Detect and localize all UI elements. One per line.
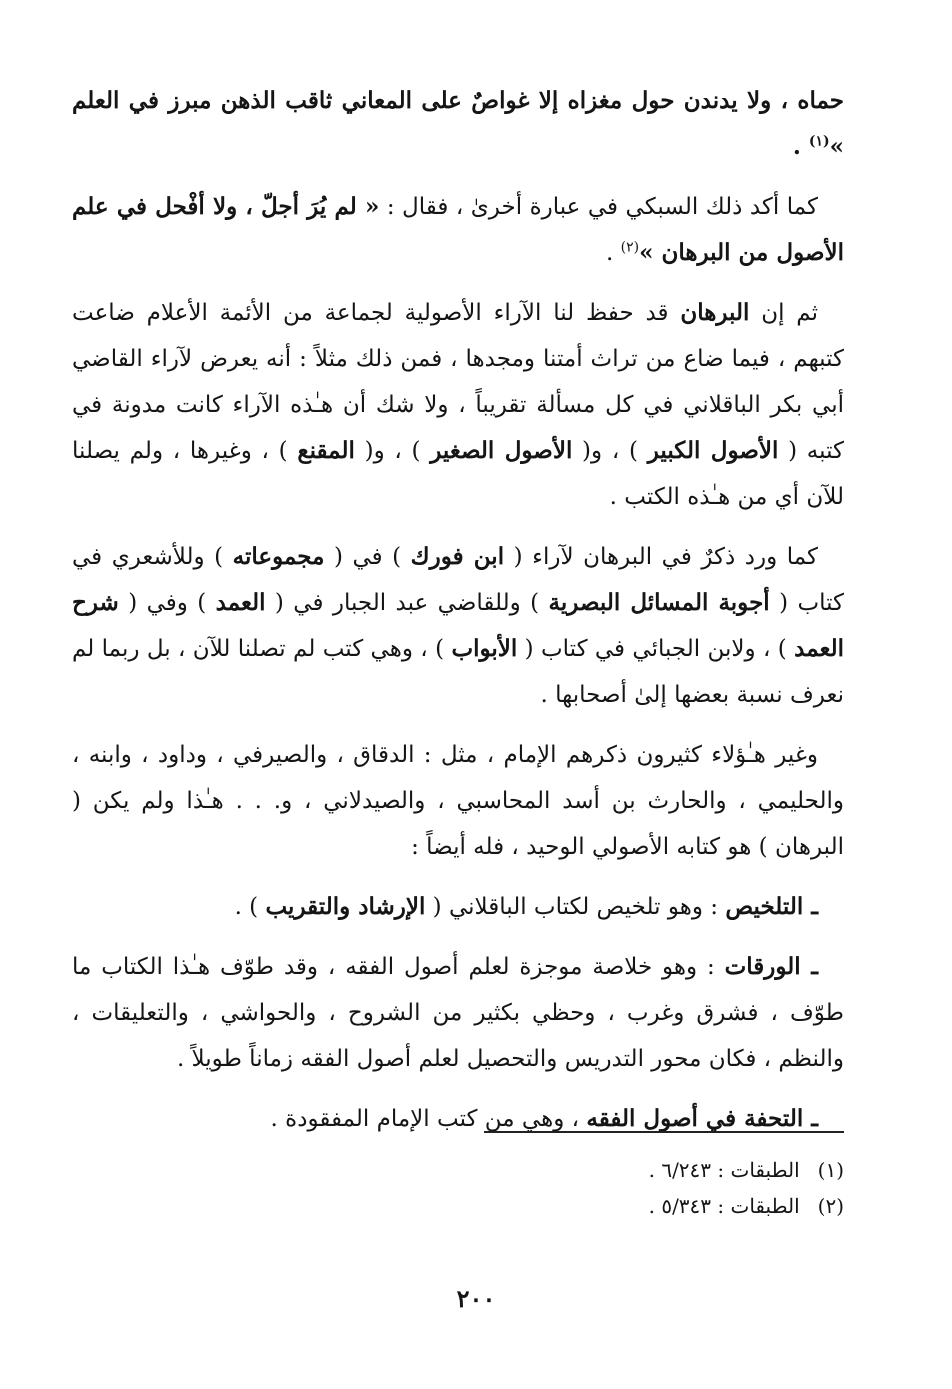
footnote-1-text: الطبقات : ٦/٢٤٣ . bbox=[648, 1158, 800, 1182]
paragraph-1-tail: . bbox=[792, 133, 809, 160]
page-number: ٢٠٠ bbox=[456, 1284, 496, 1313]
bullet-waraqat bbox=[72, 944, 844, 1082]
footnote-2-number: (٢) bbox=[817, 1194, 844, 1218]
paragraph-3-segment: ثم إن bbox=[749, 300, 818, 326]
footnotes bbox=[72, 1152, 844, 1224]
paragraph-4-segment: ) ، ولابن الجبائي في كتاب ( bbox=[517, 636, 795, 662]
paragraph-2-lead: كما أكد ذلك السبكي في عبارة أخرىٰ ، فقال : bbox=[379, 194, 818, 220]
paragraph-4-segment: ) في ( bbox=[324, 544, 411, 570]
bullet-waraqat-segment: : وهو خلاصة موجزة لعلم أصول الفقه ، وقد طوّف هـٰذا الكتاب ما طوّف ، فشرق وغرب ، وحظي بكثير من الشروح ، والحواشي ، والتعليقات ، والنظم ، فكان محور التدريس والتحصيل لعلم أصول الفقه زماناً طويلاً . bbox=[72, 954, 844, 1072]
paragraph-2-quote: « لم يُرَ أجلّ ، ولا أفْحل في علم الأصول من البرهان » bbox=[72, 193, 844, 266]
paragraph-3 bbox=[72, 290, 844, 520]
paragraph-5 bbox=[72, 732, 844, 870]
footnote-2-text: الطبقات : ٥/٣٤٣ . bbox=[648, 1194, 800, 1218]
paragraph-4-segment: ) ، وهي كتب لم تصلنا للآن ، بل ربما لم نعرف نسبة بعضها إلىٰ أصحابها . bbox=[72, 636, 844, 708]
bullet-tuhfa-segment: ـ التحفة في أصول الفقه bbox=[586, 1105, 818, 1132]
paragraph-4-segment: مجموعاته bbox=[232, 543, 325, 570]
paragraph-4-segment: ابن فورك bbox=[410, 543, 505, 570]
paragraph-4 bbox=[72, 534, 844, 718]
bullet-talkhis-segment: : وهو تلخيص لكتاب الباقلاني ( bbox=[425, 894, 726, 920]
paragraph-4-segment: كما ورد ذكرٌ في البرهان لآراء ( bbox=[504, 544, 818, 570]
paragraph-1 bbox=[72, 78, 844, 170]
paragraph-3-segment: ) ، و( bbox=[354, 438, 431, 464]
paragraph-4-segment: ) وللقاضي عبد الجبار في ( bbox=[265, 590, 549, 616]
paragraph-3-segment: البرهان bbox=[680, 299, 750, 326]
paragraph-4-segment: ) وفي ( bbox=[118, 590, 216, 616]
paragraph-3-segment: المقنع bbox=[297, 437, 355, 464]
paragraph-3-segment: الأصول الصغير bbox=[430, 437, 573, 464]
main-text bbox=[72, 78, 844, 1156]
bullet-talkhis-segment: ـ التلخيص bbox=[725, 893, 818, 920]
paragraph-4-segment: شرح العمد bbox=[72, 589, 844, 662]
bullet-talkhis-segment: الإرشاد والتقريب bbox=[265, 893, 426, 920]
paragraph-4-segment: أجوبة المسائل البصرية bbox=[548, 589, 770, 616]
footnote-divider bbox=[484, 1131, 844, 1133]
paragraph-1-text: حماه ، ولا يدندن حول مغزاه إلا غواصٌ على المعاني ثاقب الذهن مبرز في العلم » bbox=[72, 87, 844, 160]
paragraph-4-segment: الأبواب bbox=[451, 635, 518, 662]
paragraph-3-segment: ) ، و( bbox=[572, 438, 648, 464]
footnote-ref-1: (١) bbox=[808, 133, 830, 150]
paragraph-4-segment: العمد bbox=[215, 589, 266, 616]
paragraph-3-segment: ) ، وغيرها ، ولم يصلنا للآن أي من هـٰذه الكتب . bbox=[72, 438, 844, 510]
footnote-1-number: (١) bbox=[817, 1158, 844, 1182]
paragraph-3-segment: الأصول الكبير bbox=[647, 437, 779, 464]
paragraph-5-segment: وغير هـٰؤلاء كثيرون ذكرهم الإمام ، مثل : الدقاق ، والصيرفي ، وداود ، وابنه ، والحليمي ، والحارث بن أسد المحاسبي ، والصيدلاني ، و. . . هـٰذا ولم يكن ( البرهان ) هو كتابه الأصولي الوحيد ، فله أيضاً : bbox=[72, 742, 844, 860]
paragraph-2 bbox=[72, 184, 844, 276]
bullet-tuhfa bbox=[72, 1096, 844, 1142]
paragraph-2-tail: . bbox=[605, 240, 621, 266]
paragraph-3-segment: قد حفظ لنا الآراء الأصولية لجماعة من الأئمة الأعلام ضاعت كتبهم ، فيما ضاع من تراث أمتنا ومجدها ، فمن ذلك مثلاً : أنه يعرض لآراء القاضي أبي بكر الباقلاني في كل مسألة تقريباً ، ولا شك أن هـٰذه الآراء كانت مدونة في كتبه ( bbox=[72, 300, 844, 464]
bullet-talkhis-segment: ) . bbox=[234, 894, 266, 920]
footnote-ref-2: (٢) bbox=[620, 239, 640, 256]
bullet-talkhis bbox=[72, 884, 844, 930]
bullet-waraqat-segment: ـ الورقات bbox=[724, 953, 818, 980]
footnote-2 bbox=[72, 1188, 844, 1224]
footnote-1 bbox=[72, 1152, 844, 1188]
paragraph-4-segment: ) وللأشعري في كتاب ( bbox=[72, 544, 845, 616]
bullet-tuhfa-segment: ، وهي من كتب الإمام المفقودة . bbox=[270, 1106, 587, 1132]
